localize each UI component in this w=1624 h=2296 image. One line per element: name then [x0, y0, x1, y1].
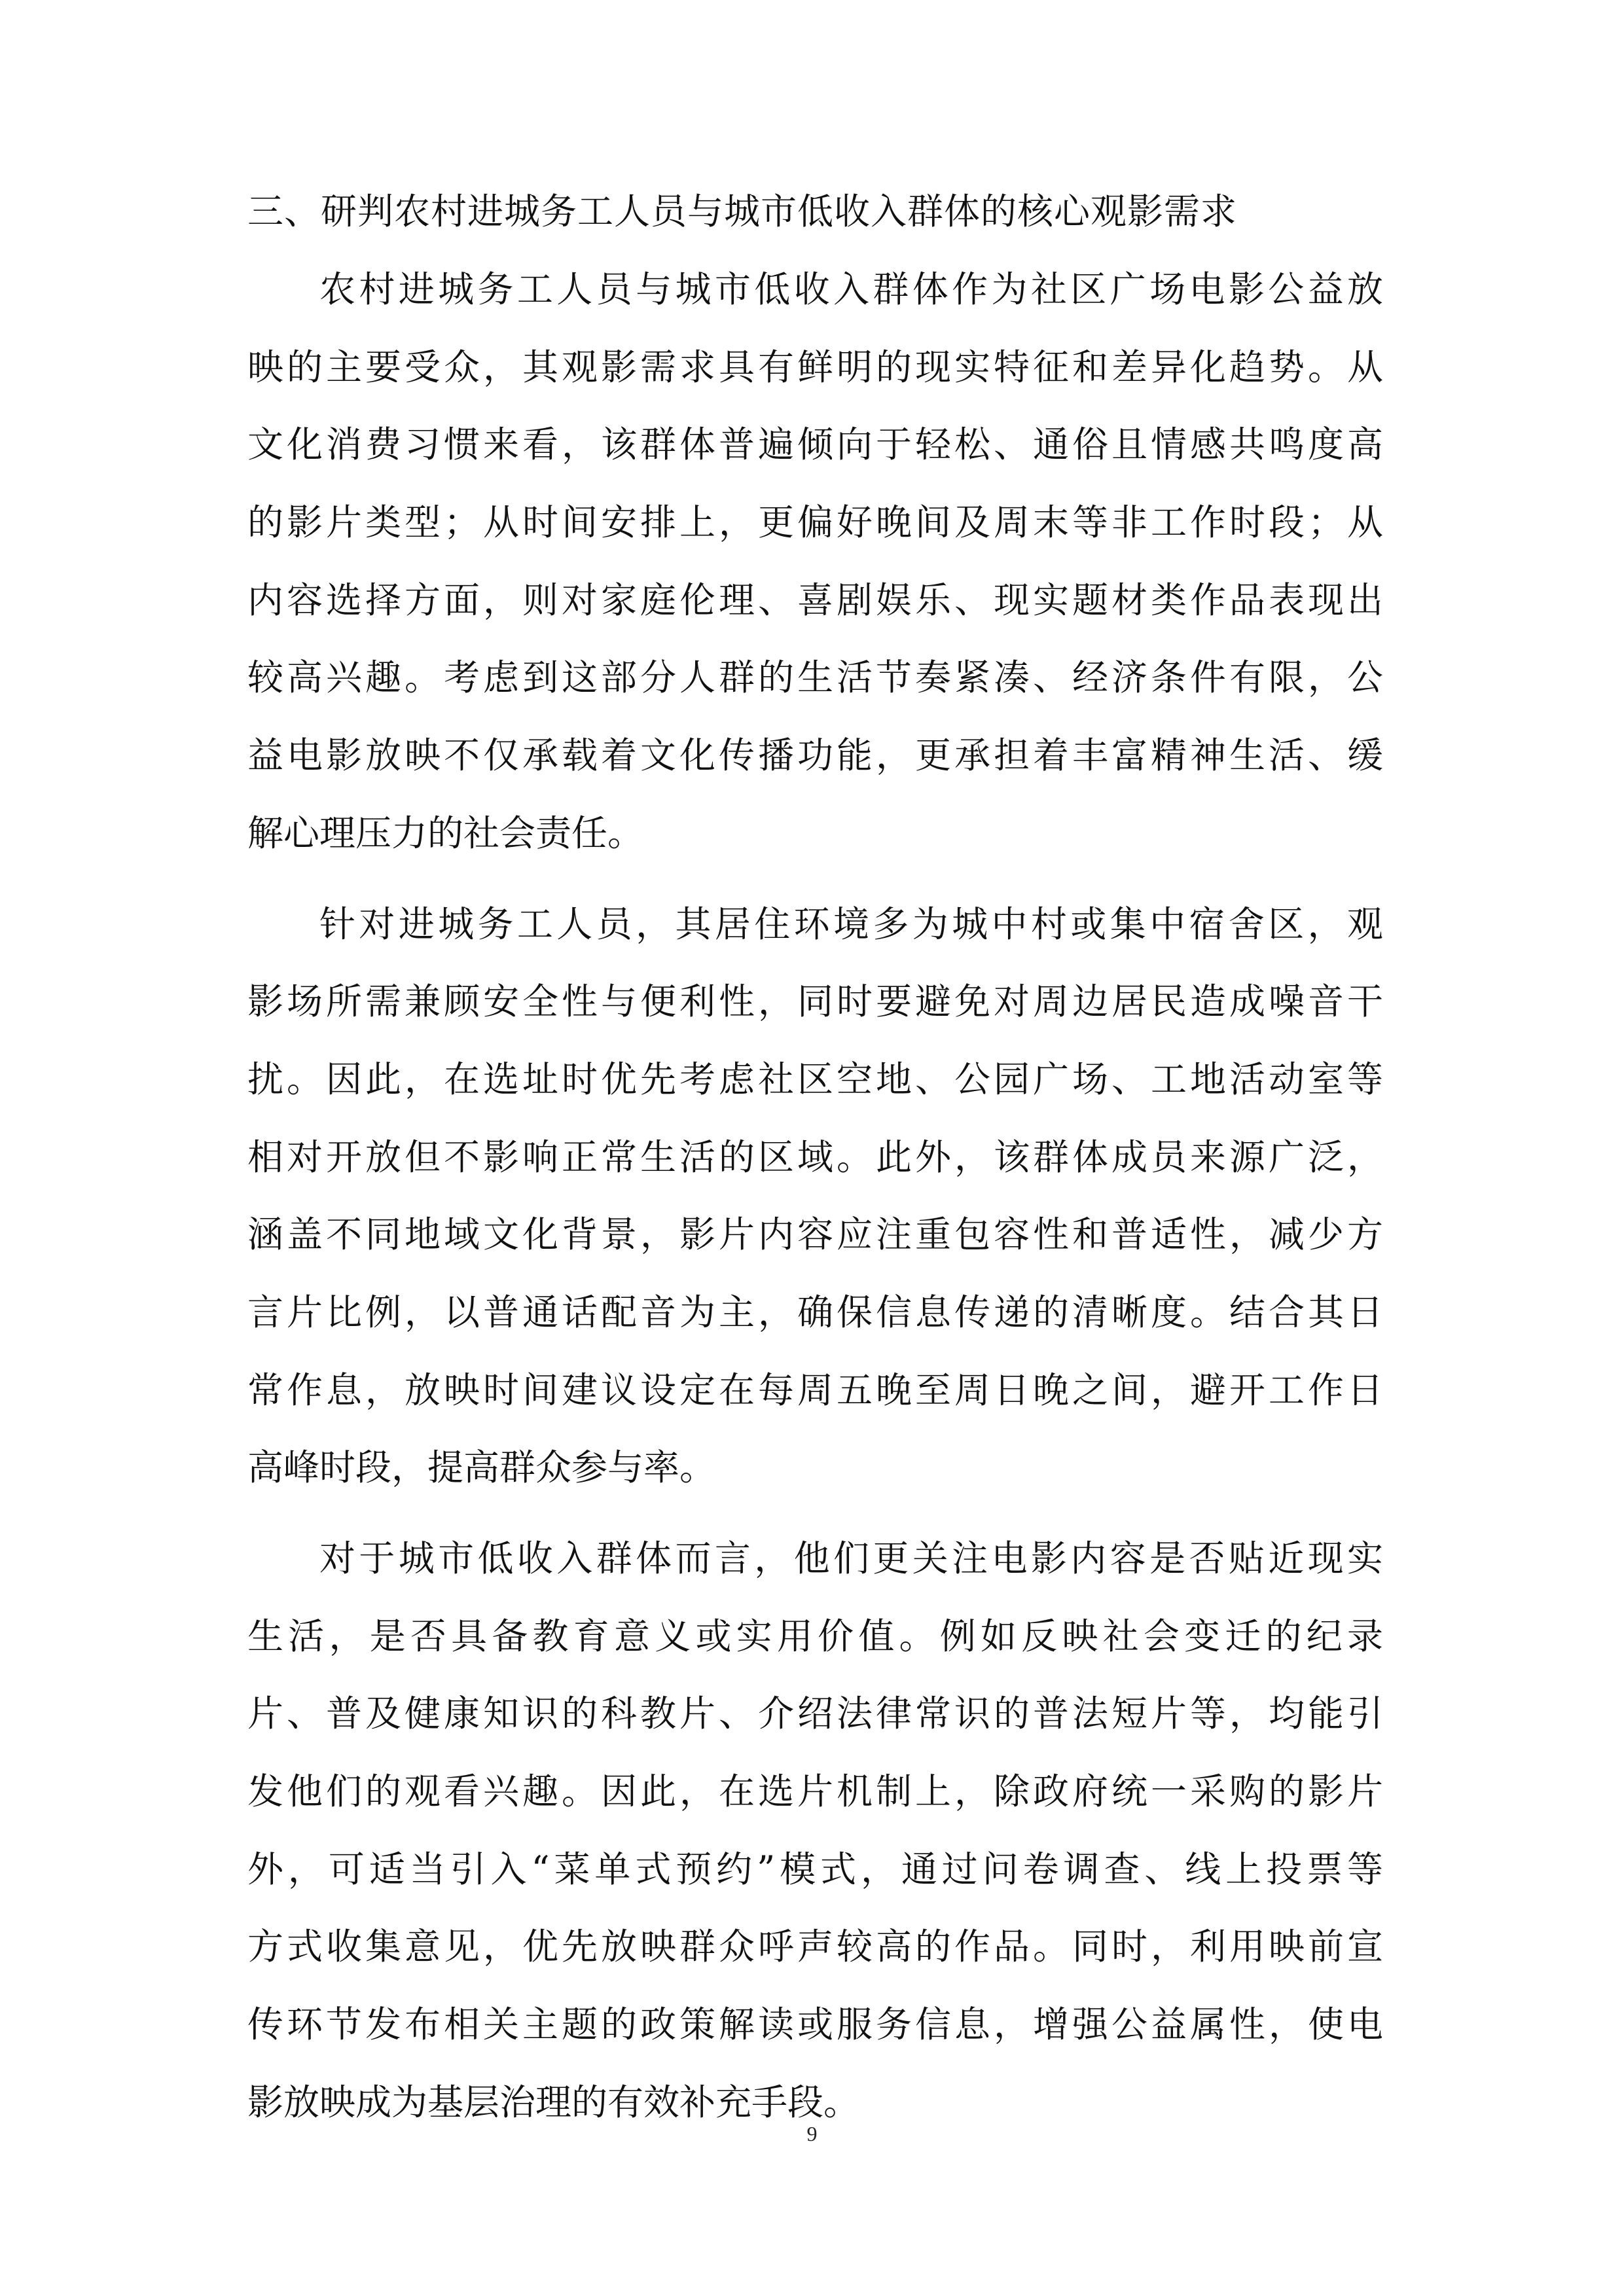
- paragraph-line: 相对开放但不影响正常生活的区域。此外，该群体成员来源广泛，: [247, 1136, 1383, 1178]
- paragraph-line: 影放映成为基层治理的有效补充手段。: [247, 2081, 860, 2123]
- paragraph-line: 影场所需兼顾安全性与便利性，同时要避免对周边居民造成噪音干: [247, 980, 1383, 1023]
- section-heading: 三、研判农村进城务工人员与城市低收入群体的核心观影需求: [247, 190, 1238, 232]
- paragraph-line: 针对进城务工人员，其居住环境多为城中村或集中宿舍区，观: [319, 903, 1383, 945]
- paragraph-line: 言片比例，以普通话配音为主，确保信息传递的清晰度。结合其日: [247, 1291, 1383, 1333]
- paragraph-line: 外，可适当引入“菜单式预约”模式，通过问卷调查、线上投票等: [247, 1848, 1383, 1890]
- paragraph-line: 扰。因此，在选址时优先考虑社区空地、公园广场、工地活动室等: [247, 1058, 1383, 1100]
- paragraph-line: 文化消费习惯来看，该群体普遍倾向于轻松、通俗且情感共鸣度高: [247, 423, 1383, 466]
- page-number: 9: [806, 2122, 818, 2145]
- paragraph-3: [247, 1520, 1383, 2142]
- paragraph-line: 映的主要受众，其观影需求具有鲜明的现实特征和差异化趋势。从: [247, 346, 1383, 388]
- paragraph-line: 农村进城务工人员与城市低收入群体作为社区广场电影公益放: [319, 268, 1383, 310]
- paragraph-1: [247, 251, 1383, 872]
- paragraph-line: 较高兴趣。考虑到这部分人群的生活节奏紧凑、经济条件有限，公: [247, 656, 1383, 699]
- paragraph-line: 传环节发布相关主题的政策解读或服务信息，增强公益属性，使电: [247, 2003, 1383, 2046]
- paragraph-line: 涵盖不同地域文化背景，影片内容应注重包容性和普适性，减少方: [247, 1213, 1383, 1256]
- paragraph-line: 益电影放映不仅承载着文化传播功能，更承担着丰富精神生活、缓: [247, 734, 1383, 777]
- paragraph-line: 常作息，放映时间建议设定在每周五晚至周日晚之间，避开工作日: [247, 1369, 1383, 1411]
- paragraph-line: 的影片类型；从时间安排上，更偏好晚间及周末等非工作时段；从: [247, 501, 1383, 544]
- paragraph-line: 生活，是否具备教育意义或实用价值。例如反映社会变迁的纪录: [247, 1615, 1383, 1657]
- document-body: [247, 190, 1383, 2155]
- paragraph-line: 解心理压力的社会责任。: [247, 812, 644, 854]
- paragraph-line: 高峰时段，提高群众参与率。: [247, 1446, 716, 1489]
- paragraph-line: 片、普及健康知识的科教片、介绍法律常识的普法短片等，均能引: [247, 1693, 1383, 1735]
- paragraph-line: 方式收集意见，优先放映群众呼声较高的作品。同时，利用映前宣: [247, 1926, 1383, 1968]
- paragraph-2: [247, 886, 1383, 1507]
- paragraph-line: 内容选择方面，则对家庭伦理、喜剧娱乐、现实题材类作品表现出: [247, 579, 1383, 621]
- paragraph-line: 发他们的观看兴趣。因此，在选片机制上，除政府统一采购的影片: [247, 1770, 1383, 1813]
- paragraph-line: 对于城市低收入群体而言，他们更关注电影内容是否贴近现实: [319, 1537, 1383, 1579]
